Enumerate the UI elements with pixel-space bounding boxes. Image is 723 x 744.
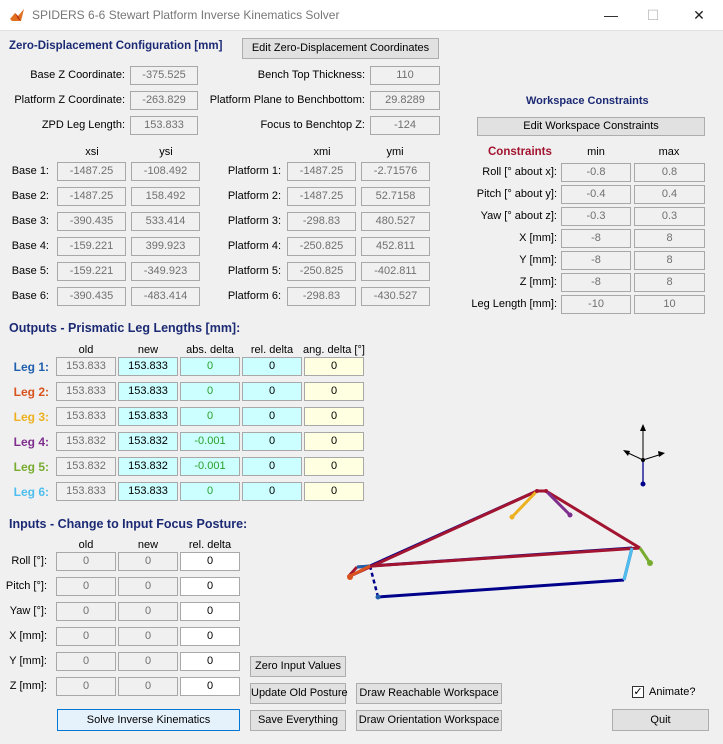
platform-ymi-field[interactable]: -430.527 — [361, 287, 430, 306]
leg-label: Leg 1: — [13, 360, 49, 374]
base-ysi-field[interactable]: -349.923 — [131, 262, 200, 281]
in-old-header: old — [78, 539, 94, 551]
leg-label: Leg 3: — [13, 410, 49, 424]
close-button[interactable]: ✕ — [693, 7, 705, 23]
leg-rel-delta-field[interactable]: 0 — [242, 457, 302, 476]
constraint-max-field[interactable]: 8 — [634, 229, 705, 248]
maximize-button[interactable]: ☐ — [646, 7, 660, 23]
base-z-label: Base Z Coordinate: — [30, 69, 125, 81]
focus-label: Focus to Benchtop Z: — [260, 119, 365, 131]
zd-section-title: Zero-Displacement Configuration [mm] — [9, 40, 223, 52]
platform-ymi-field[interactable]: 452.811 — [361, 237, 430, 256]
xsi-header: xsi — [85, 146, 99, 158]
input-label: X [mm]: — [9, 630, 47, 642]
leg-rel-delta-field[interactable]: 0 — [242, 432, 302, 451]
platform-ymi-field[interactable]: -402.811 — [361, 262, 430, 281]
ymi-header: ymi — [386, 146, 404, 158]
input-new-field[interactable]: 0 — [118, 677, 178, 696]
leg-label: Leg 2: — [13, 385, 49, 399]
animate-label: Animate? — [649, 686, 696, 698]
leg-ang-delta-field[interactable]: 0 — [304, 432, 364, 451]
constraint-min-field[interactable]: -10 — [561, 295, 631, 314]
constraint-max-field[interactable]: 0.8 — [634, 163, 705, 182]
leg-old-field[interactable]: 153.833 — [56, 382, 116, 401]
platform-ymi-field[interactable]: -2.71576 — [361, 162, 430, 181]
base-xsi-field[interactable]: -1487.25 — [57, 187, 126, 206]
leg-new-field[interactable]: 153.833 — [118, 482, 178, 501]
constraint-label: Pitch [° about y]: — [476, 188, 557, 200]
platform-label: Platform 4: — [227, 240, 281, 252]
input-label: Z [mm]: — [9, 680, 47, 692]
constraints-header: Constraints — [488, 146, 552, 158]
base-xsi-field[interactable]: -390.435 — [57, 212, 126, 231]
zpd-leg-label: ZPD Leg Length: — [41, 119, 125, 131]
platform-xmi-field[interactable]: -298.83 — [287, 287, 356, 306]
solve-inverse-kinematics-button[interactable]: Solve Inverse Kinematics — [57, 709, 240, 731]
base-label: Base 2: — [11, 190, 49, 202]
base-z-field[interactable]: -375.525 — [130, 66, 198, 85]
out-abs-header: abs. delta — [186, 344, 234, 356]
platform-xmi-field[interactable]: -250.825 — [287, 237, 356, 256]
save-everything-button[interactable]: Save Everything — [250, 710, 346, 731]
constraint-min-field[interactable]: -8 — [561, 229, 631, 248]
leg-abs-delta-field[interactable]: 0 — [180, 482, 240, 501]
animate-checkbox[interactable]: ✓ — [633, 686, 643, 698]
constraint-max-field[interactable]: 8 — [634, 251, 705, 270]
outputs-title: Outputs - Prismatic Leg Lengths [mm]: — [9, 321, 241, 335]
leg-old-field[interactable]: 153.833 — [56, 357, 116, 376]
ws-max-header: max — [658, 146, 680, 158]
input-label: Yaw [°]: — [9, 605, 47, 617]
constraint-min-field[interactable]: -0.8 — [561, 163, 631, 182]
base-xsi-field[interactable]: -159.221 — [57, 237, 126, 256]
platform-label: Platform 1: — [227, 165, 281, 177]
leg-rel-delta-field[interactable]: 0 — [242, 407, 302, 426]
base-xsi-field[interactable]: -1487.25 — [57, 162, 126, 181]
input-new-field[interactable]: 0 — [118, 652, 178, 671]
base-label: Base 3: — [11, 215, 49, 227]
constraint-label: Leg Length [mm]: — [471, 298, 557, 310]
constraint-min-field[interactable]: -0.4 — [561, 185, 631, 204]
input-new-field[interactable]: 0 — [118, 552, 178, 571]
leg-rel-delta-field[interactable]: 0 — [242, 482, 302, 501]
out-old-header: old — [78, 344, 94, 356]
leg-abs-delta-field[interactable]: 0 — [180, 382, 240, 401]
ws-min-header: min — [587, 146, 605, 158]
leg-abs-delta-field[interactable]: -0.001 — [180, 432, 240, 451]
constraint-label: X [mm]: — [519, 232, 557, 244]
platform-z-field[interactable]: -263.829 — [130, 91, 198, 110]
base-label: Base 6: — [11, 290, 49, 302]
platform-xmi-field[interactable]: -1487.25 — [287, 162, 356, 181]
input-rel-delta-field[interactable]: 0 — [180, 552, 240, 571]
leg-ang-delta-field[interactable]: 0 — [304, 482, 364, 501]
bench-top-field[interactable]: 110 — [370, 66, 440, 85]
leg-abs-delta-field[interactable]: 0 — [180, 407, 240, 426]
input-old-field[interactable]: 0 — [56, 627, 116, 646]
leg-ang-delta-field[interactable]: 0 — [304, 407, 364, 426]
input-old-field[interactable]: 0 — [56, 577, 116, 596]
leg-old-field[interactable]: 153.833 — [56, 407, 116, 426]
base-ysi-field[interactable]: 399.923 — [131, 237, 200, 256]
leg-ang-delta-field[interactable]: 0 — [304, 357, 364, 376]
base-label: Base 5: — [11, 265, 49, 277]
leg-ang-delta-field[interactable]: 0 — [304, 457, 364, 476]
leg-abs-delta-field[interactable]: -0.001 — [180, 457, 240, 476]
base-label: Base 1: — [11, 165, 49, 177]
platform-xmi-field[interactable]: -298.83 — [287, 212, 356, 231]
base-xsi-field[interactable]: -159.221 — [57, 262, 126, 281]
edit-zd-coordinates-button[interactable]: Edit Zero-Displacement Coordinates — [242, 38, 439, 59]
minimize-button[interactable]: — — [604, 7, 618, 23]
input-rel-delta-field[interactable]: 0 — [180, 602, 240, 621]
platform-label: Platform 5: — [227, 265, 281, 277]
leg-new-field[interactable]: 153.833 — [118, 407, 178, 426]
ysi-header: ysi — [159, 146, 173, 158]
focus-field[interactable]: -124 — [370, 116, 440, 135]
window-title: SPIDERS 6-6 Stewart Platform Inverse Kinematics Solver — [32, 8, 340, 22]
inputs-title: Inputs - Change to Input Focus Posture: — [9, 517, 248, 531]
constraint-min-field[interactable]: -8 — [561, 251, 631, 270]
input-rel-delta-field[interactable]: 0 — [180, 627, 240, 646]
in-rel-header: rel. delta — [188, 539, 232, 551]
leg-ang-delta-field[interactable]: 0 — [304, 382, 364, 401]
input-rel-delta-field[interactable]: 0 — [180, 577, 240, 596]
input-rel-delta-field[interactable]: 0 — [180, 652, 240, 671]
platform-plane-label: Platform Plane to Benchbottom: — [209, 94, 365, 106]
title-bar — [0, 0, 723, 31]
input-label: Pitch [°]: — [5, 580, 47, 592]
draw-reachable-workspace-button[interactable]: Draw Reachable Workspace — [356, 683, 502, 704]
input-new-field[interactable]: 0 — [118, 577, 178, 596]
constraint-min-field[interactable]: -8 — [561, 273, 631, 292]
matlab-app-icon — [9, 7, 25, 23]
constraint-min-field[interactable]: -0.3 — [561, 207, 631, 226]
leg-old-field[interactable]: 153.833 — [56, 482, 116, 501]
constraint-label: Roll [° about x]: — [482, 166, 557, 178]
leg-old-field[interactable]: 153.832 — [56, 457, 116, 476]
leg-old-field[interactable]: 153.832 — [56, 432, 116, 451]
leg-abs-delta-field[interactable]: 0 — [180, 357, 240, 376]
bench-top-label: Bench Top Thickness: — [257, 69, 365, 81]
input-label: Roll [°]: — [11, 555, 47, 567]
base-xsi-field[interactable]: -390.435 — [57, 287, 126, 306]
constraint-max-field[interactable]: 10 — [634, 295, 705, 314]
base-ysi-field[interactable]: 158.492 — [131, 187, 200, 206]
base-ysi-field[interactable]: -108.492 — [131, 162, 200, 181]
xmi-header: xmi — [313, 146, 331, 158]
quit-button[interactable]: Quit — [612, 709, 709, 731]
platform-ymi-field[interactable]: 52.7158 — [361, 187, 430, 206]
constraint-max-field[interactable]: 0.3 — [634, 207, 705, 226]
update-old-posture-button[interactable]: Update Old Posture — [250, 683, 346, 704]
input-old-field[interactable]: 0 — [56, 552, 116, 571]
platform-label: Platform 3: — [227, 215, 281, 227]
platform-label: Platform 2: — [227, 190, 281, 202]
platform-ymi-field[interactable]: 480.527 — [361, 212, 430, 231]
input-old-field[interactable]: 0 — [56, 677, 116, 696]
base-ysi-field[interactable]: 533.414 — [131, 212, 200, 231]
workspace-title: Workspace Constraints — [526, 95, 649, 107]
leg-new-field[interactable]: 153.832 — [118, 457, 178, 476]
platform-plane-field[interactable]: 29.8289 — [370, 91, 440, 110]
leg-label: Leg 4: — [13, 435, 49, 449]
leg-new-field[interactable]: 153.833 — [118, 382, 178, 401]
constraint-label: Z [mm]: — [519, 276, 557, 288]
leg-new-field[interactable]: 153.833 — [118, 357, 178, 376]
leg-rel-delta-field[interactable]: 0 — [242, 357, 302, 376]
zero-input-button[interactable]: Zero Input Values — [250, 656, 346, 677]
platform-label: Platform 6: — [227, 290, 281, 302]
constraint-max-field[interactable]: 8 — [634, 273, 705, 292]
draw-orientation-workspace-button[interactable]: Draw Orientation Workspace — [356, 710, 502, 731]
stewart-platform-plot — [340, 480, 670, 610]
input-rel-delta-field[interactable]: 0 — [180, 677, 240, 696]
platform-z-label: Platform Z Coordinate: — [14, 94, 125, 106]
in-new-header: new — [137, 539, 159, 551]
out-rel-header: rel. delta — [250, 344, 294, 356]
input-new-field[interactable]: 0 — [118, 602, 178, 621]
out-new-header: new — [137, 344, 159, 356]
constraint-label: Yaw [° about z]: — [480, 210, 557, 222]
platform-xmi-field[interactable]: -250.825 — [287, 262, 356, 281]
base-label: Base 4: — [11, 240, 49, 252]
leg-label: Leg 5: — [13, 460, 49, 474]
input-label: Y [mm]: — [9, 655, 47, 667]
platform-xmi-field[interactable]: -1487.25 — [287, 187, 356, 206]
constraint-label: Y [mm]: — [519, 254, 557, 266]
leg-new-field[interactable]: 153.832 — [118, 432, 178, 451]
input-new-field[interactable]: 0 — [118, 627, 178, 646]
zpd-leg-field[interactable]: 153.833 — [130, 116, 198, 135]
constraint-max-field[interactable]: 0.4 — [634, 185, 705, 204]
leg-label: Leg 6: — [13, 485, 49, 499]
out-ang-header: ang. delta [°] — [303, 344, 365, 356]
input-old-field[interactable]: 0 — [56, 652, 116, 671]
edit-workspace-button[interactable]: Edit Workspace Constraints — [477, 117, 705, 136]
base-ysi-field[interactable]: -483.414 — [131, 287, 200, 306]
input-old-field[interactable]: 0 — [56, 602, 116, 621]
leg-rel-delta-field[interactable]: 0 — [242, 382, 302, 401]
